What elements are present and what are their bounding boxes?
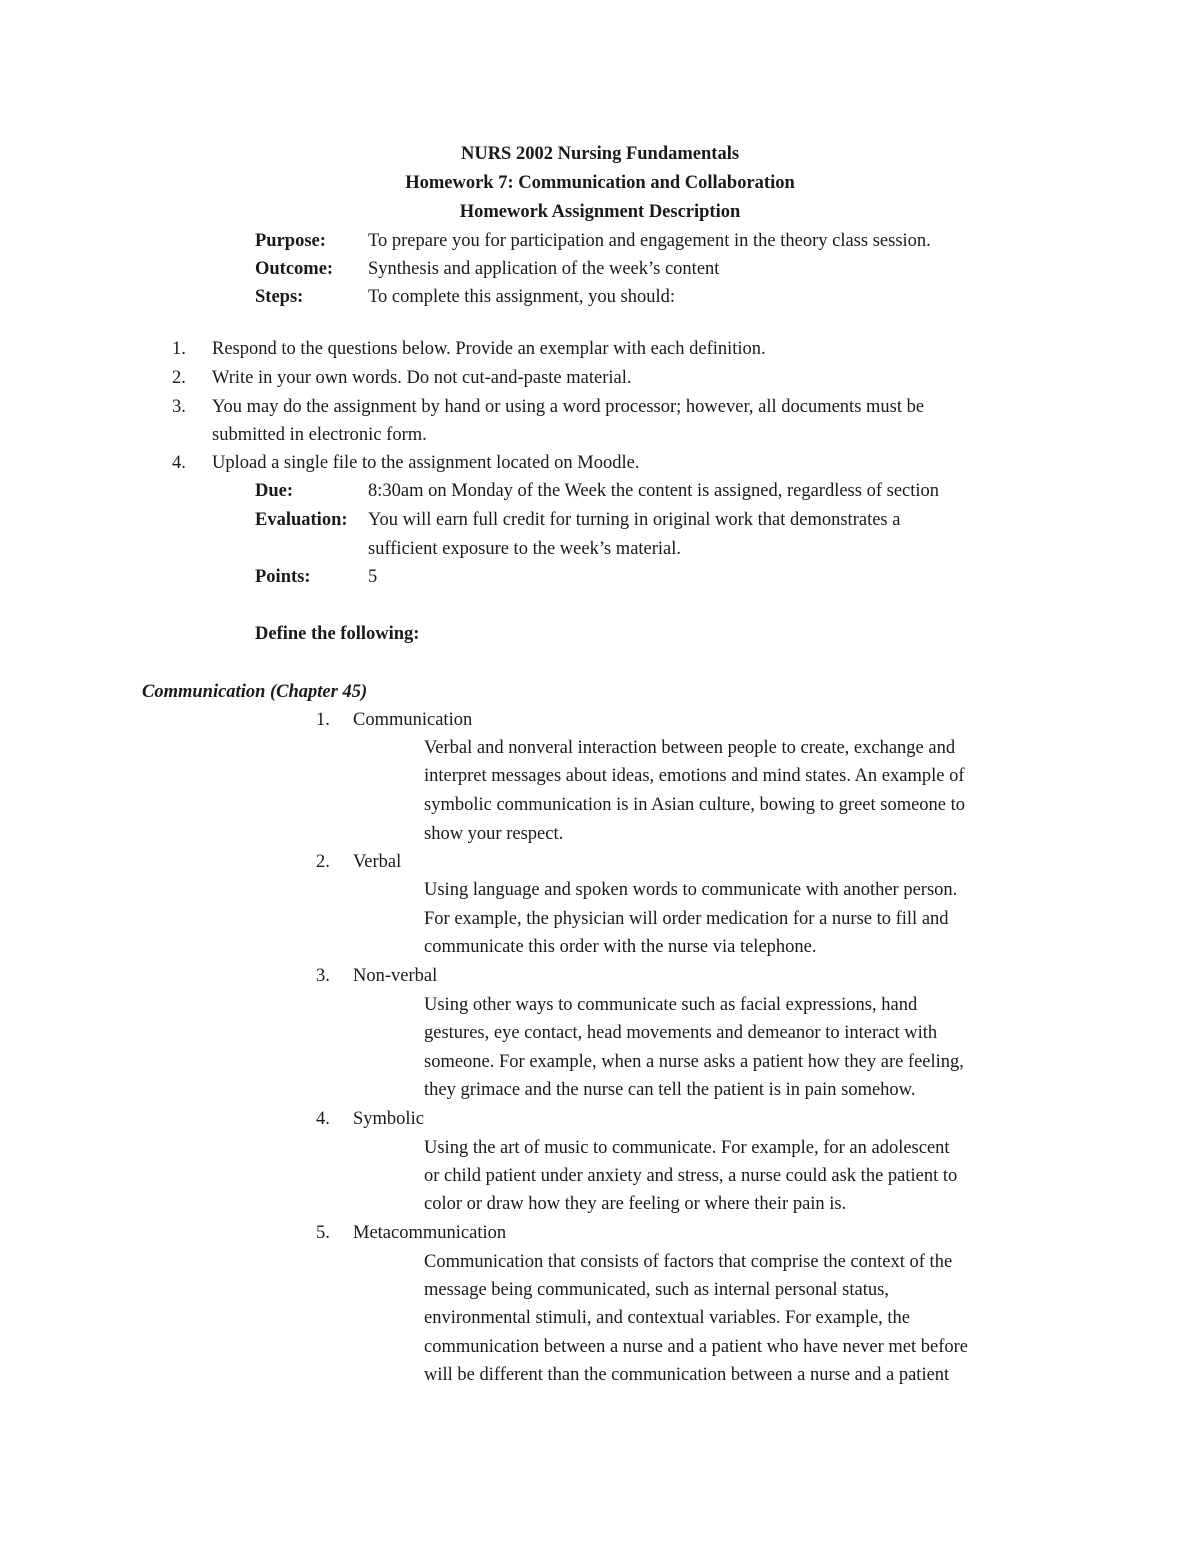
- term-definition: interpret messages about ideas, emotions and mind states. An example of: [424, 766, 965, 786]
- term-definition: communication between a nurse and a patient who have never met before: [424, 1337, 968, 1357]
- term-definition: For example, the physician will order medication for a nurse to fill and: [424, 909, 949, 929]
- evaluation-value: sufficient exposure to the week’s material.: [368, 539, 682, 559]
- points-label: Points:: [255, 567, 311, 587]
- term-definition: show your respect.: [424, 824, 564, 844]
- term-definition: Communication that consists of factors that comprise the context of the: [424, 1252, 953, 1272]
- step-number: 4.: [172, 453, 186, 473]
- evaluation-label: Evaluation:: [255, 510, 348, 530]
- homework-title: Homework 7: Communication and Collaboration: [405, 173, 795, 193]
- step-text: You may do the assignment by hand or using a word processor; however, all documents must be: [212, 397, 925, 417]
- term-definition: will be different than the communication between a nurse and a patient: [424, 1365, 950, 1385]
- due-value: 8:30am on Monday of the Week the content is assigned, regardless of section: [368, 481, 940, 501]
- step-text: submitted in electronic form.: [212, 425, 427, 445]
- term-definition: Using the art of music to communicate. For example, for an adolescent: [424, 1138, 950, 1158]
- term-definition: gestures, eye contact, head movements and demeanor to interact with: [424, 1023, 938, 1043]
- assignment-description-title: Homework Assignment Description: [459, 202, 741, 222]
- term-definition: they grimace and the nurse can tell the patient is in pain somehow.: [424, 1080, 916, 1100]
- step-text: Write in your own words. Do not cut-and-paste material.: [212, 368, 632, 388]
- term-name: Verbal: [353, 852, 402, 872]
- outcome-value: Synthesis and application of the week’s content: [368, 259, 720, 279]
- points-value: 5: [368, 567, 378, 587]
- outcome-label: Outcome:: [255, 259, 334, 279]
- step-number: 2.: [172, 368, 186, 388]
- term-number: 1.: [316, 710, 330, 730]
- term-definition: Using language and spoken words to communicate with another person.: [424, 880, 958, 900]
- term-name: Symbolic: [353, 1109, 424, 1129]
- step-text: Upload a single file to the assignment located on Moodle.: [212, 453, 640, 473]
- purpose-label: Purpose:: [255, 231, 326, 251]
- term-name: Communication: [353, 710, 473, 730]
- term-definition: communicate this order with the nurse via telephone.: [424, 937, 817, 957]
- term-definition: color or draw how they are feeling or where their pain is.: [424, 1194, 847, 1214]
- term-definition: or child patient under anxiety and stress, a nurse could ask the patient to: [424, 1166, 958, 1186]
- due-label: Due:: [255, 481, 294, 501]
- evaluation-value: You will earn full credit for turning in original work that demonstrates a: [368, 510, 901, 530]
- term-number: 4.: [316, 1109, 330, 1129]
- steps-label: Steps:: [255, 287, 304, 307]
- term-number: 3.: [316, 966, 330, 986]
- term-name: Metacommunication: [353, 1223, 507, 1243]
- steps-value: To complete this assignment, you should:: [368, 287, 676, 307]
- step-number: 1.: [172, 339, 186, 359]
- term-name: Non-verbal: [353, 966, 438, 986]
- course-title: NURS 2002 Nursing Fundamentals: [460, 144, 740, 164]
- purpose-value: To prepare you for participation and engagement in the theory class session.: [368, 231, 931, 251]
- term-number: 5.: [316, 1223, 330, 1243]
- define-heading: Define the following:: [255, 624, 420, 644]
- section-heading: Communication (Chapter 45): [142, 682, 368, 702]
- term-definition: symbolic communication is in Asian culture, bowing to greet someone to: [424, 795, 966, 815]
- term-definition: Verbal and nonveral interaction between people to create, exchange and: [424, 738, 956, 758]
- term-definition: message being communicated, such as internal personal status,: [424, 1280, 889, 1300]
- term-number: 2.: [316, 852, 330, 872]
- step-text: Respond to the questions below. Provide an exemplar with each definition.: [212, 339, 766, 359]
- term-definition: someone. For example, when a nurse asks a patient how they are feeling,: [424, 1052, 964, 1072]
- term-definition: Using other ways to communicate such as facial expressions, hand: [424, 995, 918, 1015]
- step-number: 3.: [172, 397, 186, 417]
- term-definition: environmental stimuli, and contextual variables. For example, the: [424, 1308, 911, 1328]
